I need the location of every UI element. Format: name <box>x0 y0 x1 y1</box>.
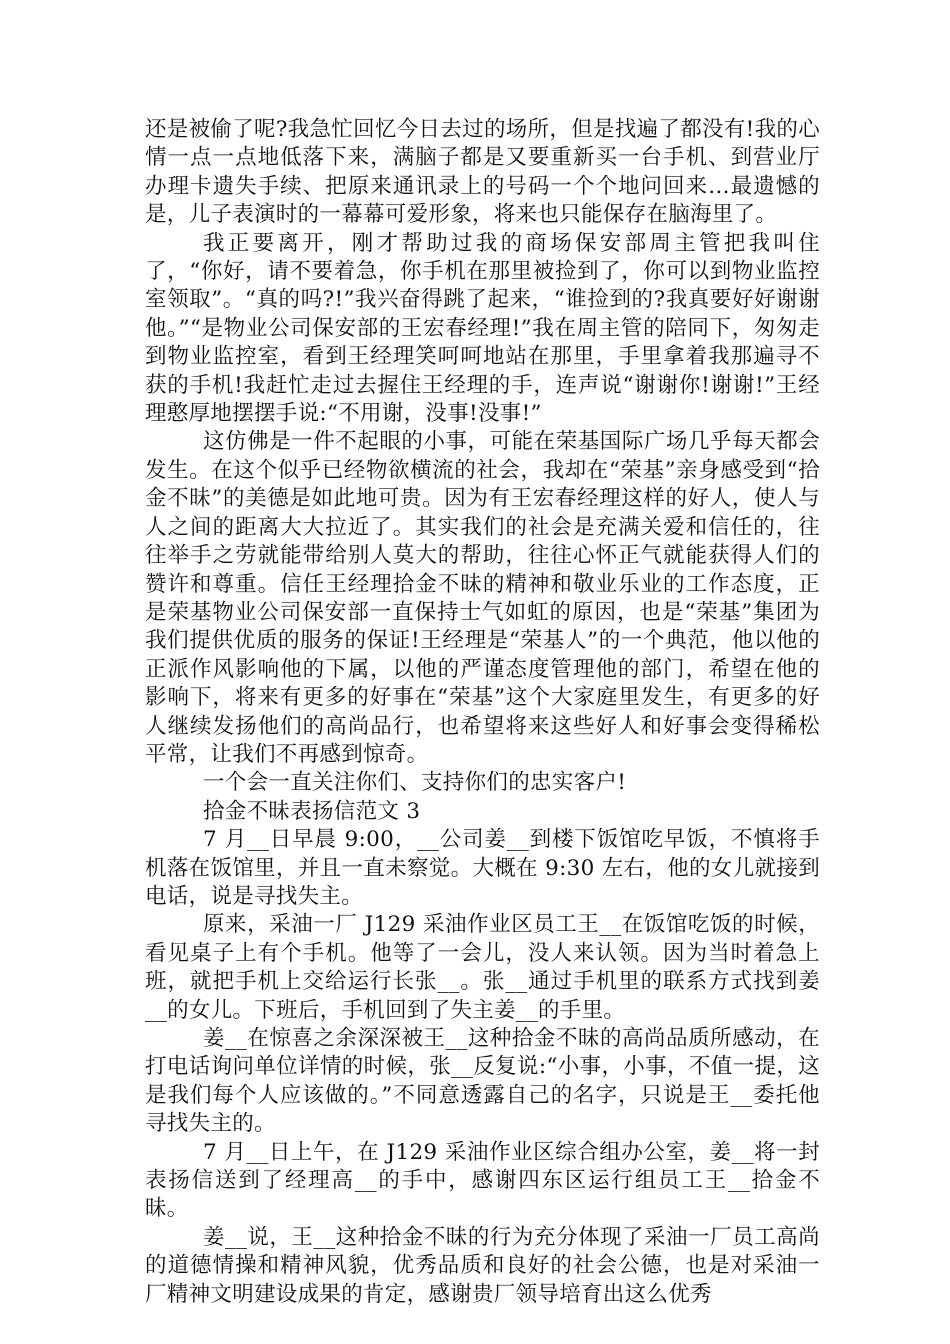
section-heading: 拾金不昧表扬信范文 3 <box>203 798 421 824</box>
paragraph-reflection: 这仿佛是一件不起眼的小事，可能在荣基国际广场几乎每天都会发生。在这个似乎已经物欲横流的社会，我却在“荣基”亲身感受到“拾金不昧”的美德是如此地可贵。因为有王宏春经理这样的好人，使人与人之间的距离大大拉近了。其实我们的社会是充满关爱和信任的，往往举手之劳就能带给别人莫大的帮助，往往心怀正气就能获得人们的赞许和尊重。信任王经理拾金不昧的精神和敬业乐业的工作态度，正是荣基物业公司保安部一直保持士气如虹的原因，也是“荣基”集团为我们提供优质的服务的保证!王经理是“荣基人”的一个典范，他以他的正派作风影响他的下属，以他的严谨态度管理他的部门，希望在他的影响下，将来有更多的好事在“荣基”这个大家庭里发生，有更多的好人继续发扬他们的高尚品行，也希望将来这些好人和好事会变得稀松平常，让我们不再感到惊奇。 <box>145 429 820 767</box>
paragraph-phone-found: 我正要离开，刚才帮助过我的商场保安部周主管把我叫住了，“你好，请不要着急，你手机在那里被捡到了，你可以到物业监控室领取”。“真的吗?!”我兴奋得跳了起来，“谁捡到的?我真要好好谢谢他。”“是物业公司保安部的王宏春经理!”我在周主管的陪同下，匆匆走到物业监控室，看到王经理笑呵呵地站在那里，手里拿着我那遍寻不获的手机!我赶忙走过去握住王经理的手，连声说“谢谢你!谢谢!”王经理憨厚地摆摆手说:“不用谢，没事!没事!” <box>145 230 820 427</box>
paragraph-praise-letter: 7 月__日上午，在 J129 采油作业区综合组办公室，姜__将一封表扬信送到了经理高__的手中，感谢四东区运行组员工王__拾金不昧。 <box>145 1139 820 1222</box>
paragraph-gratitude: 姜__在惊喜之余深深被王__这种拾金不昧的高尚品质所感动，在打电话询问单位详情的时候，张__反复说:“小事，小事，不值一提，这是我们每个人应该做的。”不同意透露自己的名字，只说是王__委托他寻找失主的。 <box>145 1026 820 1137</box>
paragraph-continued-story: 还是被偷了呢?我急忙回忆今日去过的场所，但是找遍了都没有!我的心情一点一点地低落下来，满脑子都是又要重新买一台手机、到营业厅办理卡遗失手续、把原来通讯录上的号码一个个地问回来…最遗憾的是，儿子表演时的一幕幕可爱形象，将来也只能保存在脑海里了。 <box>145 117 820 228</box>
paragraph-closing: 姜__说，王__这种拾金不昧的行为充分体现了采油一厂员工高尚的道德情操和精神风貌，优秀品质和良好的社会公德，也是对采油一厂精神文明建设成果的肯定，感谢贵厂领导培育出这么优秀 <box>145 1224 820 1307</box>
paragraph-employee-found: 原来，采油一厂 J129 采油作业区员工王__在饭馆吃饭的时候，看见桌子上有个手机。他等了一会儿，没人来认领。因为当时着急上班，就把手机上交给运行长张__。张__通过手机里的联系方式找到姜__的女儿。下班后，手机回到了失主姜__的手里。 <box>145 912 820 1023</box>
paragraph-lost-phone: 7 月__日早晨 9:00，__公司姜__到楼下饭馆吃早饭，不慎将手机落在饭馆里，并且一直未察觉。大概在 9:30 左右，他的女儿就接到电话，说是寻找失主。 <box>145 827 820 909</box>
document-body <box>145 116 820 1309</box>
paragraph-signature: 一个会一直关注你们、支持你们的忠实客户! <box>203 770 627 796</box>
